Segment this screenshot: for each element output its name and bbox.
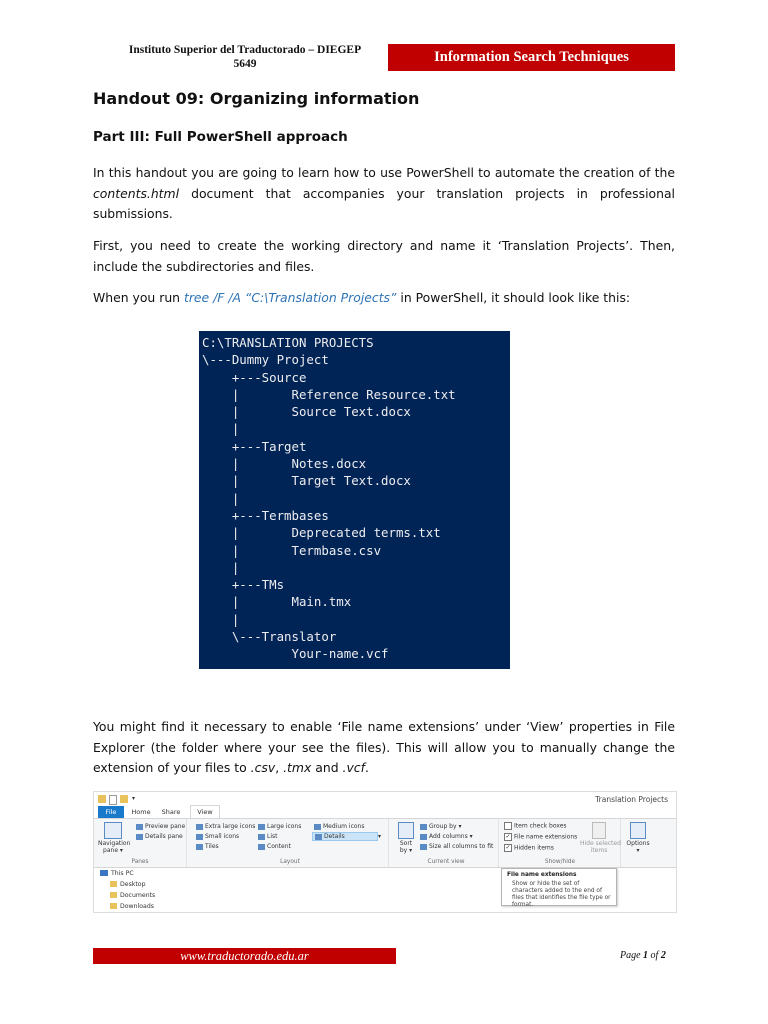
group-by-button[interactable] bbox=[420, 823, 461, 830]
layout-group bbox=[192, 819, 389, 867]
tab-file[interactable]: File bbox=[98, 806, 124, 818]
hide-selected-label-2: items bbox=[590, 847, 608, 854]
page-of: of bbox=[648, 950, 661, 961]
details-icon bbox=[315, 834, 322, 840]
preview-pane-label: Preview pane bbox=[145, 823, 186, 830]
medium-icons-icon bbox=[314, 824, 321, 830]
details-pane-icon bbox=[136, 834, 143, 840]
sort-by-label: Sort bbox=[399, 840, 413, 847]
terminal-line: | Source Text.docx bbox=[202, 404, 411, 420]
navigation-pane-label: Navigation bbox=[98, 840, 131, 847]
contents-html-filename: contents.html bbox=[93, 185, 180, 201]
period: . bbox=[364, 760, 369, 775]
hide-selected-button[interactable] bbox=[580, 840, 621, 854]
nav-item-this-pc[interactable] bbox=[100, 868, 155, 879]
file-name-extensions-tooltip bbox=[501, 868, 617, 906]
nav-label-desktop: Desktop bbox=[120, 881, 146, 888]
large-icons-option[interactable] bbox=[258, 823, 301, 830]
hidden-items-label: Hidden items bbox=[514, 844, 554, 852]
terminal-line: | Reference Resource.txt bbox=[202, 386, 456, 402]
terminal-line: +---Termbases bbox=[202, 507, 329, 523]
tab-share[interactable]: Share bbox=[161, 808, 181, 816]
list-option[interactable] bbox=[258, 833, 278, 840]
intro-text-1: In this handout you are going to learn how to use PowerShell to automate the creation of the bbox=[93, 165, 675, 180]
options-button[interactable] bbox=[624, 840, 652, 854]
terminal-line: +---Source bbox=[202, 369, 307, 385]
details-pane-label: Details pane bbox=[145, 833, 183, 840]
preview-pane-button[interactable] bbox=[136, 823, 185, 830]
folder-icon[interactable] bbox=[98, 795, 106, 803]
folder-icon bbox=[110, 881, 117, 887]
intro-paragraph bbox=[93, 163, 675, 225]
show-hide-group-label: Show/hide bbox=[544, 859, 576, 865]
terminal-line: | Notes.docx bbox=[202, 456, 367, 472]
folder-icon bbox=[110, 903, 117, 909]
navigation-pane-icon[interactable] bbox=[104, 822, 122, 839]
panes-group-label: Panes bbox=[131, 859, 149, 865]
sep-2: and bbox=[311, 760, 343, 775]
hidden-items-toggle[interactable] bbox=[504, 844, 554, 852]
hidden-items-checkbox[interactable]: ✓ bbox=[505, 844, 511, 851]
file-name-extensions-checkbox[interactable]: ✓ bbox=[505, 833, 511, 840]
folder-icon bbox=[110, 892, 117, 898]
ext-csv: .csv bbox=[250, 760, 276, 775]
large-icons-label: Large icons bbox=[267, 823, 302, 830]
size-columns-icon bbox=[420, 844, 427, 850]
list-icon bbox=[258, 834, 265, 840]
list-label: List bbox=[267, 833, 278, 840]
ext-vcf: .vcf bbox=[342, 760, 365, 775]
footer-url-bar bbox=[93, 948, 396, 964]
options-icon[interactable] bbox=[630, 822, 646, 839]
item-check-boxes-toggle[interactable] bbox=[504, 822, 567, 830]
content-label: Content bbox=[267, 843, 291, 850]
terminal-line: C:\TRANSLATION PROJECTS bbox=[202, 335, 374, 350]
content-icon bbox=[258, 844, 265, 850]
add-columns-icon bbox=[420, 834, 427, 840]
nav-item-documents[interactable] bbox=[100, 890, 155, 901]
institute-line-2: 5649 bbox=[233, 58, 257, 70]
tiles-label: Tiles bbox=[205, 843, 219, 850]
current-view-group-label: Current view bbox=[427, 859, 465, 865]
terminal-line: | Target Text.docx bbox=[202, 473, 411, 489]
customize-qat-icon[interactable]: ▾ bbox=[132, 795, 136, 802]
tiles-icon bbox=[196, 844, 203, 850]
terminal-line: | Main.tmx bbox=[202, 594, 352, 610]
options-label: Options bbox=[626, 840, 650, 847]
sort-by-label-2: by ▾ bbox=[399, 847, 413, 854]
panes-group bbox=[94, 819, 187, 867]
tree-command: tree /F /A “C:\Translation Projects” bbox=[183, 290, 397, 305]
command-text-2: in PowerShell, it should look like this: bbox=[396, 290, 631, 305]
section-subtitle: Part III: Full PowerShell approach bbox=[93, 129, 348, 145]
page-prefix: Page bbox=[620, 950, 644, 961]
page-current: 1 bbox=[643, 950, 649, 961]
new-folder-icon[interactable] bbox=[120, 795, 128, 803]
navigation-pane-button[interactable] bbox=[98, 840, 131, 854]
size-all-columns-button[interactable] bbox=[420, 843, 493, 850]
nav-item-downloads[interactable] bbox=[100, 901, 155, 912]
terminal-line: Your-name.vcf bbox=[202, 646, 389, 662]
ribbon-tabs bbox=[94, 806, 676, 818]
navigation-tree bbox=[100, 868, 155, 912]
extensions-text: You might find it necessary to enable ‘File name extensions’ under ‘View’ properties in File Explorer (the folder where your see the files). This will allow you to manually change the extension of your files to bbox=[93, 719, 675, 775]
computer-icon bbox=[100, 870, 108, 876]
terminal-line: | bbox=[202, 490, 240, 506]
view-ribbon bbox=[94, 818, 676, 868]
terminal-line: +---Target bbox=[202, 438, 307, 454]
small-icons-option[interactable] bbox=[196, 833, 239, 840]
add-columns-button[interactable] bbox=[420, 833, 473, 840]
institute-line-1: Instituto Superior del Traductorado – DIEGEP bbox=[128, 44, 362, 56]
hide-selected-label: Hide selected bbox=[580, 840, 621, 847]
page-number bbox=[620, 950, 666, 961]
intro-text-2: document that accompanies your translation projects in professional submissions. bbox=[93, 185, 675, 221]
nav-label-this-pc: This PC bbox=[111, 870, 134, 877]
handout-title: Handout 09: Organizing information bbox=[93, 89, 420, 108]
hide-selected-icon[interactable] bbox=[592, 822, 606, 839]
tab-home[interactable]: Home bbox=[131, 808, 151, 816]
details-pane-button[interactable] bbox=[136, 833, 183, 840]
nav-label-downloads: Downloads bbox=[120, 903, 154, 910]
group-by-icon bbox=[420, 824, 427, 830]
command-paragraph bbox=[93, 288, 675, 309]
options-group bbox=[622, 819, 654, 867]
quick-access-toolbar bbox=[94, 792, 676, 806]
window-title: Translation Projects bbox=[595, 795, 668, 804]
medium-icons-label: Medium icons bbox=[323, 823, 365, 830]
terminal-line: | bbox=[202, 611, 240, 627]
file-name-extensions-toggle[interactable] bbox=[504, 833, 577, 841]
sort-by-icon[interactable] bbox=[398, 822, 414, 839]
tiles-option[interactable] bbox=[196, 843, 219, 850]
item-check-boxes-checkbox[interactable] bbox=[504, 822, 512, 830]
institute-name bbox=[112, 43, 378, 71]
large-icons-icon bbox=[258, 824, 265, 830]
content-option[interactable] bbox=[258, 843, 291, 850]
terminal-line: | bbox=[202, 421, 240, 437]
medium-icons-option[interactable] bbox=[314, 823, 364, 830]
current-view-group bbox=[394, 819, 499, 867]
extra-large-icons-icon bbox=[196, 824, 203, 830]
show-hide-group bbox=[500, 819, 621, 867]
file-explorer-screenshot bbox=[93, 791, 677, 913]
details-option[interactable] bbox=[312, 832, 378, 841]
nav-item-desktop[interactable] bbox=[100, 879, 155, 890]
tooltip-title: File name extensions bbox=[507, 872, 577, 878]
terminal-line: | Deprecated terms.txt bbox=[202, 525, 441, 541]
website-link[interactable]: www.traductorado.edu.ar bbox=[180, 948, 309, 963]
ext-tmx: .tmx bbox=[283, 760, 312, 775]
powershell-tree-output bbox=[199, 331, 510, 669]
terminal-line: | Termbase.csv bbox=[202, 542, 382, 558]
course-topic-banner: Information Search Techniques bbox=[388, 44, 675, 71]
terminal-line: \---Dummy Project bbox=[202, 352, 329, 368]
sort-by-button[interactable] bbox=[398, 840, 414, 854]
page-total: 2 bbox=[660, 950, 666, 961]
group-by-label: Group by ▾ bbox=[429, 823, 462, 830]
tab-view[interactable]: View bbox=[190, 805, 220, 819]
terminal-line: +---TMs bbox=[202, 577, 285, 593]
small-icons-label: Small icons bbox=[205, 833, 240, 840]
small-icons-icon bbox=[196, 834, 203, 840]
add-columns-label: Add columns ▾ bbox=[429, 833, 473, 840]
options-label-2: ▾ bbox=[636, 847, 640, 854]
layout-group-label: Layout bbox=[280, 859, 300, 865]
terminal-line: \---Translator bbox=[202, 629, 337, 645]
details-label: Details bbox=[324, 833, 345, 840]
sep-1: , bbox=[275, 760, 284, 775]
directory-paragraph: First, you need to create the working directory and name it ‘Translation Projects’. Then, include the subdirectories and files. bbox=[93, 238, 675, 274]
size-all-columns-label: Size all columns to fit bbox=[429, 843, 494, 850]
properties-icon[interactable] bbox=[109, 795, 117, 805]
terminal-line: | bbox=[202, 559, 240, 575]
navigation-pane-label-2: pane ▾ bbox=[103, 847, 123, 854]
extensions-paragraph bbox=[93, 717, 675, 779]
extra-large-icons-label: Extra large icons bbox=[205, 823, 256, 830]
nav-label-documents: Documents bbox=[120, 892, 156, 899]
command-text-1: When you run bbox=[93, 290, 184, 305]
layout-more-icon[interactable]: ▾ bbox=[378, 833, 382, 840]
extra-large-icons-option[interactable] bbox=[196, 823, 255, 830]
item-check-boxes-label: Item check boxes bbox=[514, 822, 567, 830]
file-name-extensions-label: File name extensions bbox=[514, 833, 578, 841]
tooltip-body: Show or hide the set of characters added to the end of files that identifies the file type or format. bbox=[512, 881, 611, 908]
preview-pane-icon bbox=[136, 824, 143, 830]
